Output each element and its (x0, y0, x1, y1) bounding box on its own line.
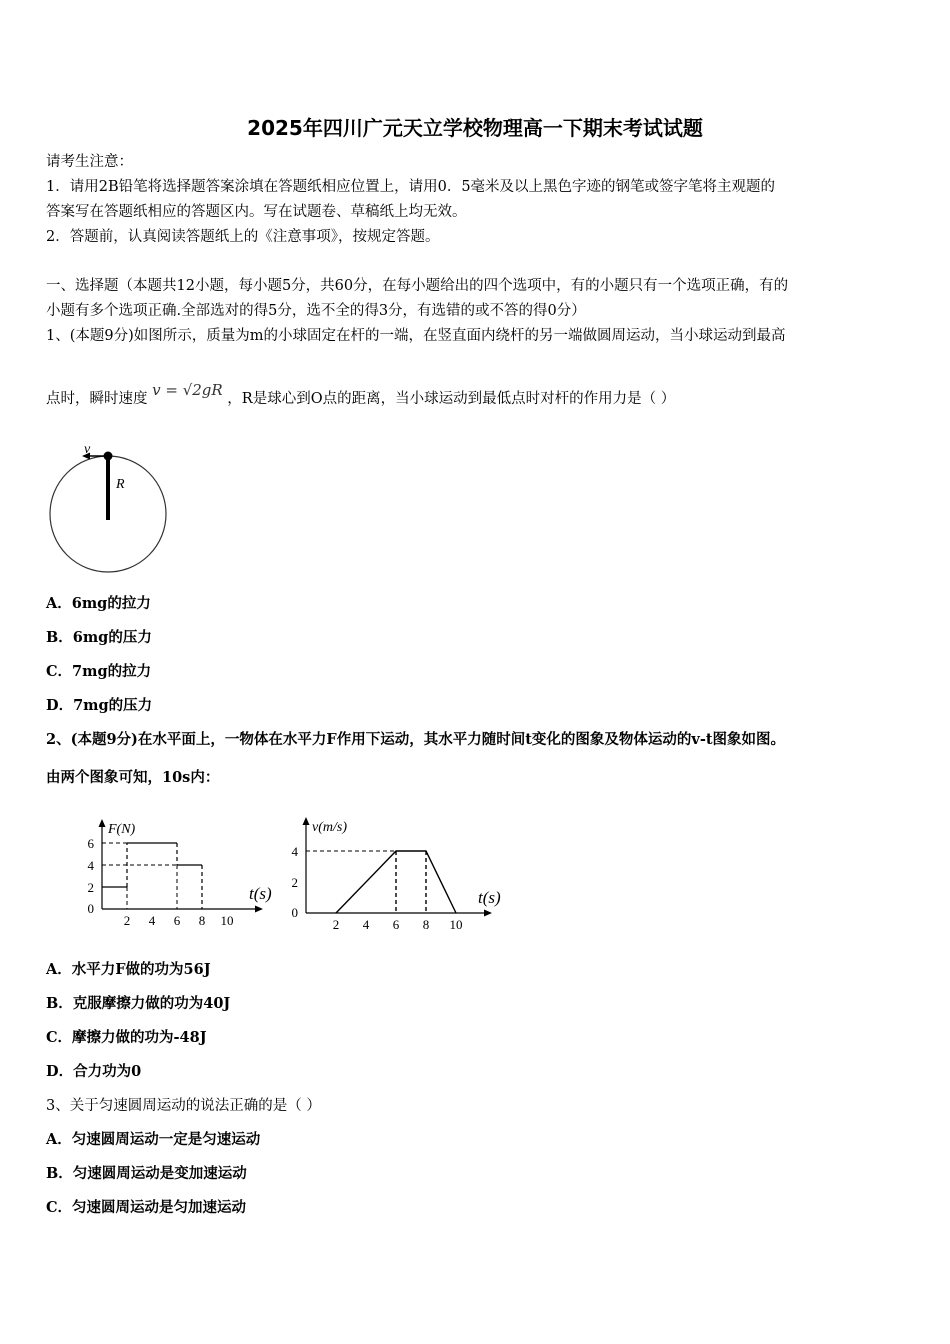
ball (104, 452, 113, 461)
force-chart-x-tick-6: 6 (173, 913, 181, 928)
question-1-option-d: D．7mg的压力 (46, 697, 153, 714)
notice-heading: 请考生注意： (46, 154, 133, 170)
question-3-option-c: C．匀速圆周运动是匀加速运动 (46, 1199, 247, 1216)
velocity-chart-x-tick-2: 2 (332, 917, 340, 932)
velocity-chart-y-arrowhead (303, 817, 310, 825)
velocity-chart-y-tick-4: 4 (291, 844, 298, 859)
velocity-chart-y-tick-0: 0 (291, 905, 298, 920)
velocity-chart-x-arrowhead (484, 910, 492, 917)
question-1-stem-line-2 (46, 381, 676, 409)
question-2-option-b: B．克服摩擦力做的功为40J (46, 995, 231, 1012)
velocity-chart-x-tick-8: 8 (422, 917, 430, 932)
question-1-option-a: A．6mg的拉力 (46, 595, 151, 612)
force-time-chart (40, 802, 290, 942)
question-1-stem-part-a: 点时，瞬时速度 (46, 391, 148, 407)
velocity-chart-x-tick-10: 10 (449, 917, 463, 932)
force-chart-x-tick-10: 10 (220, 913, 234, 928)
velocity-label: v (84, 442, 91, 457)
question-3-stem: 3、关于匀速圆周运动的说法正确的是（ ） (46, 1098, 321, 1114)
velocity-chart-x-tick-4: 4 (362, 917, 370, 932)
question-1-stem-part-b: ，R是球心到O点的距离，当小球运动到最低点时对杆的作用力是（ ） (227, 391, 676, 407)
question-2-option-a: A．水平力F做的功为56J (46, 961, 211, 978)
question-1-option-b: B．6mg的压力 (46, 629, 152, 646)
velocity-chart-y-label: v(m/s) (312, 820, 347, 835)
notice-item-1-line-1: 1．请用2B铅笔将选择题答案涂填在答题纸相应位置上，请用0．5毫米及以上黑色字迹的钢笔或签字笔将主观题的 (46, 179, 776, 195)
velocity-chart-x-label: t(s) (478, 888, 501, 907)
question-2-stem-line-1: 2、(本题9分)在水平面上，一物体在水平力F作用下运动，其水平力随时间t变化的图象及物体运动的v-t图象如图。 (46, 731, 786, 748)
force-chart-y-tick-2: 2 (87, 880, 94, 895)
page-title: 2025年四川广元天立学校物理高一下期末考试试题 (247, 116, 703, 140)
force-chart-x-tick-4: 4 (148, 913, 156, 928)
velocity-formula: v = √2gR (152, 381, 223, 399)
force-chart-y-tick-4: 4 (87, 858, 94, 873)
force-chart-y-tick-6: 6 (87, 836, 94, 851)
velocity-time-chart (280, 808, 520, 942)
section-1-intro-line-2: 小题有多个选项正确.全部选对的得5分，选不全的得3分，有选错的或不答的得0分） (46, 303, 586, 319)
force-chart-x-arrowhead (255, 906, 263, 913)
velocity-chart-y-tick-2: 2 (291, 875, 298, 890)
force-chart-y-label: F(N) (108, 822, 136, 837)
radius-label: R (116, 477, 125, 492)
question-2-stem-line-2: 由两个图象可知，10s内： (46, 769, 220, 786)
force-chart-x-tick-8: 8 (198, 913, 206, 928)
force-chart-y-arrowhead (99, 819, 106, 827)
question-1-option-c: C．7mg的拉力 (46, 663, 152, 680)
circle-rod-figure (44, 440, 174, 575)
question-3-option-b: B．匀速圆周运动是变加速运动 (46, 1165, 247, 1182)
question-2-option-c: C．摩擦力做的功为-48J (46, 1029, 207, 1046)
notice-item-2: 2．答题前，认真阅读答题纸上的《注意事项》，按规定答题。 (46, 229, 440, 245)
question-3-option-a: A．匀速圆周运动一定是匀速运动 (46, 1131, 261, 1148)
question-2-option-d: D．合力功为0 (46, 1063, 142, 1080)
force-chart-x-label: t(s) (249, 884, 272, 903)
question-1-stem-line-1: 1、(本题9分)如图所示，质量为m的小球固定在杆的一端，在竖直面内绕杆的另一端做圆周运动，当小球运动到最高 (46, 328, 786, 344)
force-chart-y-tick-0: 0 (87, 901, 94, 916)
notice-item-1-line-2: 答案写在答题纸相应的答题区内。写在试题卷、草稿纸上均无效。 (46, 204, 467, 220)
force-chart-x-tick-2: 2 (123, 913, 131, 928)
section-1-intro-line-1: 一、选择题（本题共12小题，每小题5分，共60分，在每小题给出的四个选项中，有的小题只有一个选项正确，有的 (46, 278, 789, 294)
velocity-chart-x-tick-6: 6 (392, 917, 400, 932)
